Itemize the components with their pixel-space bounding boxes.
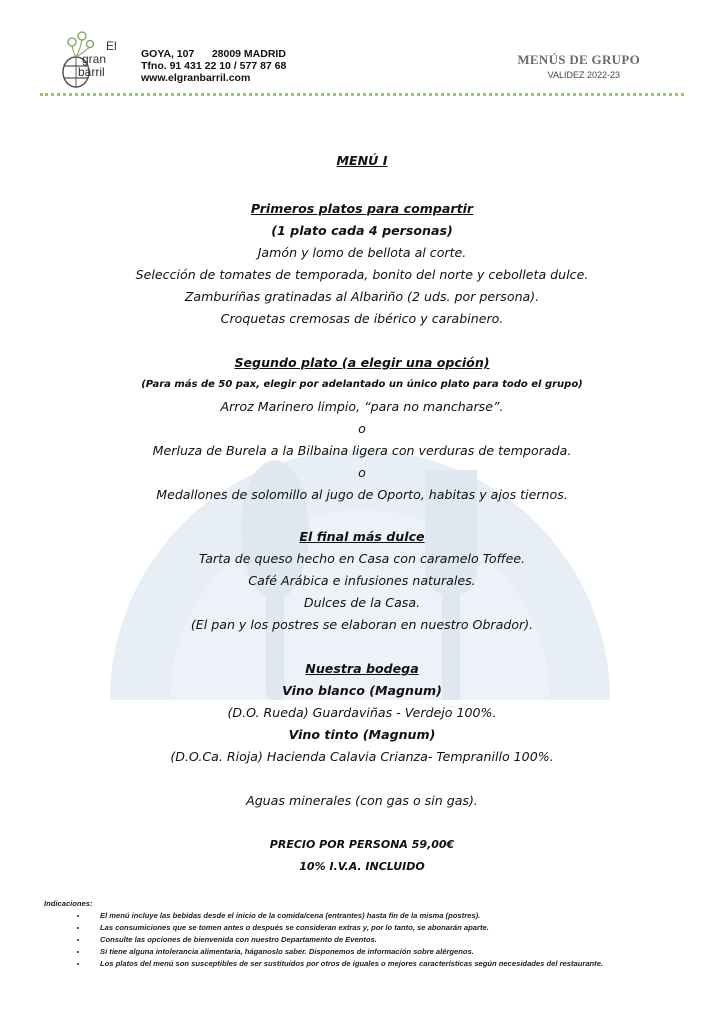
main-heading: Segundo plato (a elegir una opción) [234,355,490,370]
starter-item: Selección de tomates de temporada, bonito del norte y cebolleta dulce. [135,267,589,282]
dessert-item: (El pan y los postres se elaboran en nuestro Obrador). [190,617,534,632]
starter-item: Jamón y lomo de bellota al corte. [257,245,467,260]
notes-heading: Indicaciones: [44,899,93,908]
main-option: Merluza de Burela a la Bilbaina ligera con verduras de temporada. [152,443,572,458]
document-title: MENÚS DE GRUPO [517,52,640,67]
water-item: Aguas minerales (con gas o sin gas). [246,793,478,808]
or-separator: o [358,421,366,436]
header-divider [40,93,684,96]
starter-item: Zamburiñas gratinadas al Albariño (2 uds. por persona). [184,289,540,304]
page-header [0,0,724,100]
contact-block [141,48,286,84]
note-item: • Consulte las opciones de bienvenida con nuestro Departamento de Eventos. [88,934,684,946]
note-item: • Si tiene alguna intolerancia alimentaria, háganoslo saber. Disponemos de información sobre alérgenos. [88,946,684,958]
notes-section [44,898,684,970]
dessert-item: Café Arábica e infusiones naturales. [248,573,476,588]
note-item: • Los platos del menú son susceptibles de ser sustituidos por otros de iguales o mejores características según necesidades del restaurante. [88,958,684,970]
dessert-heading: El final más dulce [299,529,425,544]
validity-label: VALIDEZ 2022-23 [547,70,620,80]
dessert-item: Tarta de queso hecho en Casa con caramelo Toffee. [198,551,526,566]
note-item: • El menú incluye las bebidas desde el inicio de la comida/cena (entrantes) hasta fin de la misma (postres). [88,910,684,922]
logo-line-2: gran [82,52,107,66]
red-wine-heading: Vino tinto (Magnum) [288,727,436,742]
white-wine: (D.O. Rueda) Guardaviñas - Verdejo 100%. [227,705,497,720]
wine-heading: Nuestra bodega [305,661,419,676]
price-label: PRECIO POR PERSONA 59,00€ [269,838,455,851]
main-option: Medallones de solomillo al jugo de Oporto, habitas y ajos tiernos. [156,487,568,502]
address-line: GOYA, 107 28009 MADRID [141,48,286,60]
logo-line-3: barril [78,65,105,79]
vat-label: 10% I.V.A. INCLUIDO [299,860,425,873]
phone-line: Tfno. 91 431 22 10 / 577 87 68 [141,60,287,72]
or-separator: o [358,465,366,480]
logo-line-1: El [106,39,117,53]
notes-list [44,910,684,970]
menu-content [0,150,724,878]
starters-subheading: (1 plato cada 4 personas) [271,223,453,238]
note-item: • Las consumiciones que se tomen antes o después se consideran extras y, por lo tanto, se abonarán aparte. [88,922,684,934]
logo-wordmark [78,40,117,79]
menu-title: MENÚ I [336,153,388,168]
main-option: Arroz Marinero limpio, “para no mancharse”. [220,399,504,414]
starter-item: Croquetas cremosas de ibérico y carabinero. [220,311,504,326]
dessert-item: Dulces de la Casa. [303,595,421,610]
website-link[interactable]: www.elgranbarril.com [141,72,251,84]
starters-heading: Primeros platos para compartir [250,201,474,216]
red-wine: (D.O.Ca. Rioja) Hacienda Calavia Crianza- Tempranillo 100%. [170,749,554,764]
main-note: (Para más de 50 pax, elegir por adelantado un único plato para todo el grupo) [141,379,583,390]
white-wine-heading: Vino blanco (Magnum) [282,683,442,698]
